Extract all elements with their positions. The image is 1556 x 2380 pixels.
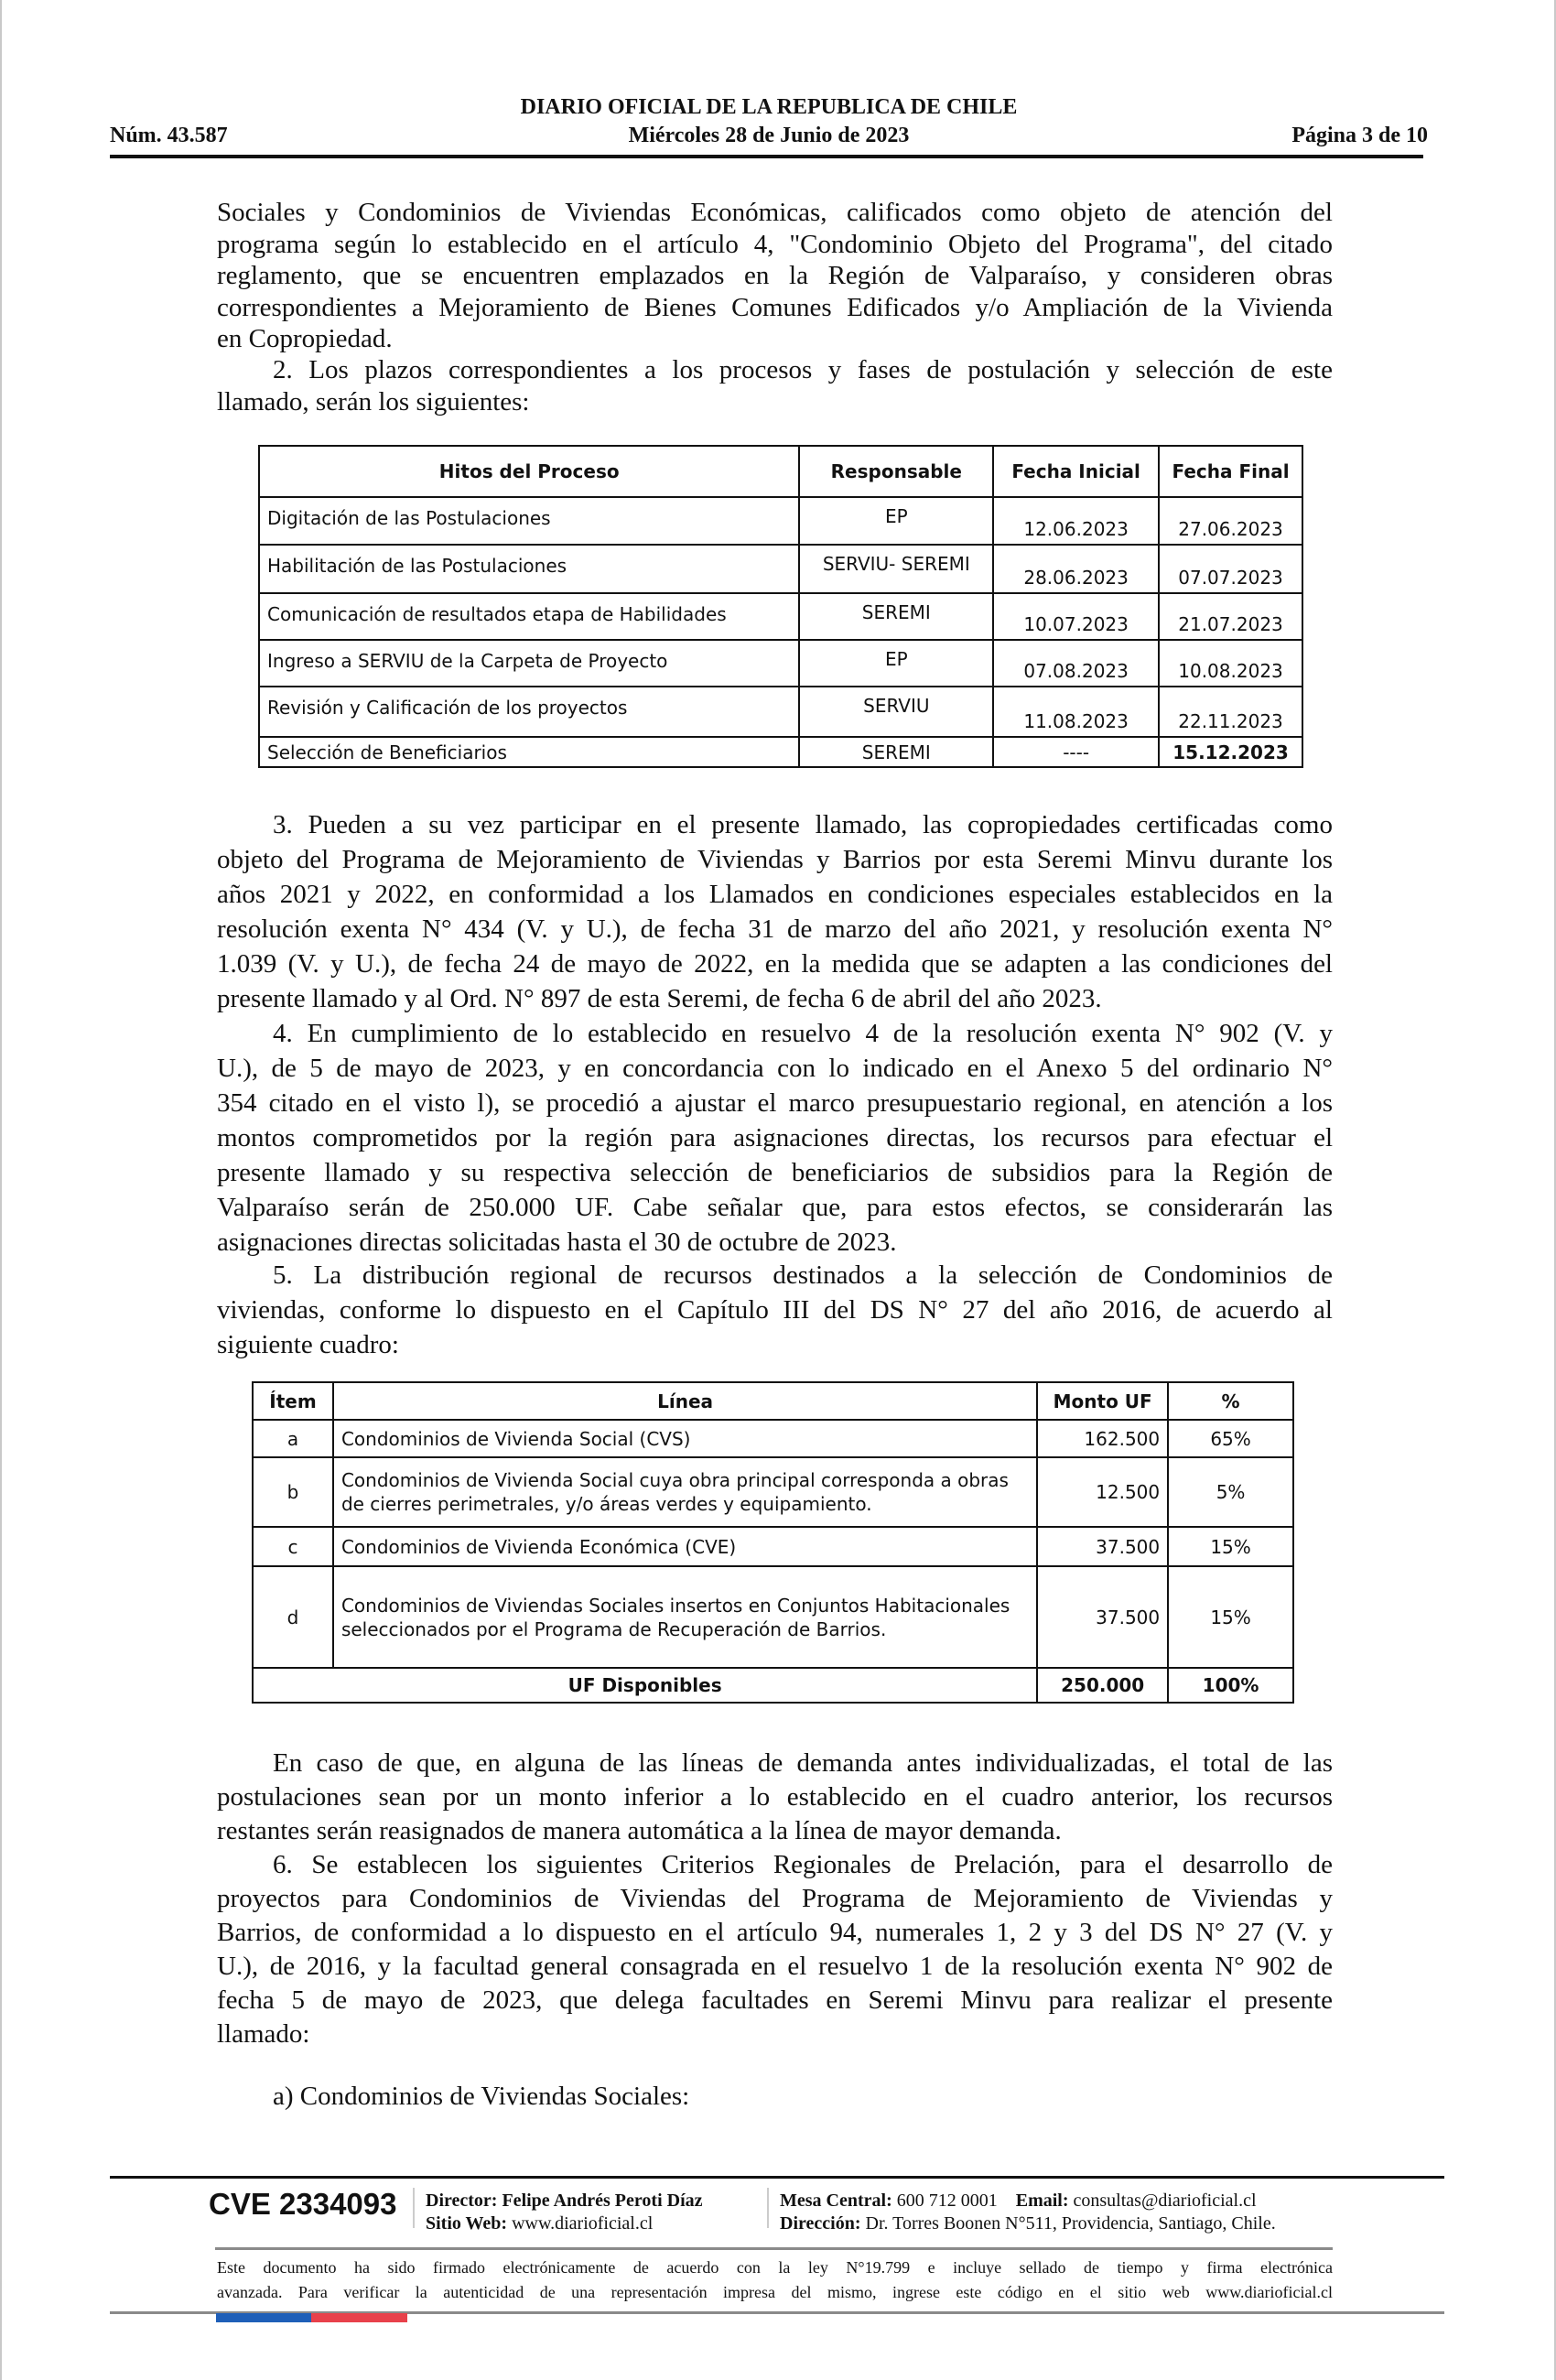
budget-row (253, 1527, 1293, 1566)
start-date-cell: 28.06.2023 (993, 545, 1159, 593)
page-number: Página 3 de 10 (1291, 124, 1428, 147)
responsible-cell: SERVIU (799, 687, 993, 737)
text-line: asignaciones directas solicitadas hasta el 30 de octubre de 2023. (217, 1228, 897, 1257)
line-cell: Condominios de Vivienda Económica (CVE) (333, 1527, 1037, 1566)
text-line: objeto del Programa de Mejoramiento de Viviendas y Barrios por esta Seremi Minvu durante los (217, 845, 1333, 874)
start-date-cell: 12.06.2023 (993, 497, 1159, 545)
milestone-cell: Ingreso a SERVIU de la Carpeta de Proyecto (259, 640, 799, 687)
line-cell: Condominios de Vivienda Social (CVS) (333, 1420, 1037, 1457)
text-line: llamado, serán los siguientes: (217, 386, 530, 416)
percent-cell: 65% (1168, 1420, 1293, 1457)
paragraph-4 (217, 1016, 1333, 1260)
responsible-cell: SEREMI (799, 593, 993, 640)
budget-total-row (253, 1668, 1293, 1703)
flag-blue-bar (216, 2313, 311, 2322)
text-line: proyectos para Condominios de Viviendas del Programa de Mejoramiento de Viviendas y (217, 1884, 1333, 1913)
total-label: UF Disponibles (253, 1668, 1037, 1703)
col-header-start-date: Fecha Inicial (993, 446, 1159, 497)
amount-cell: 162.500 (1037, 1420, 1168, 1457)
text-line: programa según lo establecido en el artículo 4, "Condominio Objeto del Programa", del citado (217, 229, 1333, 259)
schedule-row (259, 687, 1302, 737)
col-header-milestone: Hitos del Proceso (259, 446, 799, 497)
amount-cell: 37.500 (1037, 1527, 1168, 1566)
text-line: presente llamado y su respectiva selección de beneficiarios de subsidios para la Región de (217, 1158, 1333, 1187)
budget-row (253, 1457, 1293, 1527)
footer-divider (413, 2188, 415, 2228)
footer-divider (767, 2188, 769, 2228)
address-label: Dirección: (780, 2213, 861, 2234)
text-line: 6. Se establecen los siguientes Criterios Regionales de Prelación, para el desarrollo de (273, 1850, 1333, 1879)
schedule-header-row (259, 446, 1302, 497)
col-header-item: Ítem (253, 1382, 333, 1420)
director-name: Felipe Andrés Peroti Díaz (502, 2191, 703, 2211)
percent-cell: 15% (1168, 1527, 1293, 1566)
schedule-row (259, 737, 1302, 767)
budget-table (252, 1381, 1294, 1704)
start-date-cell: 10.07.2023 (993, 593, 1159, 640)
text-line: resolución exenta N° 434 (V. y U.), de fecha 31 de marzo del año 2021, y resolución exenta N° (217, 914, 1333, 944)
website-line (426, 2213, 653, 2234)
schedule-row (259, 545, 1302, 593)
issue-number: Núm. 43.587 (110, 124, 228, 147)
total-amount: 250.000 (1037, 1668, 1168, 1703)
text-line: siguiente cuadro: (217, 1330, 399, 1359)
flag-red-bar (311, 2313, 407, 2322)
disclaimer-line: Este documento ha sido firmado electrónicamente de acuerdo con la ley N°19.799 e incluye sellado de tiempo y firma electrónica (217, 2258, 1333, 2277)
text-line: fecha 5 de mayo de 2023, que delega facultades en Seremi Minvu para realizar el presente (217, 1985, 1333, 2015)
text-line: 4. En cumplimiento de lo establecido en resuelvo 4 de la resolución exenta N° 902 (V. y (273, 1019, 1333, 1048)
text-line: 5. La distribución regional de recursos destinados a la selección de Condominios de (273, 1260, 1333, 1290)
phone-label: Mesa Central: (780, 2191, 892, 2211)
text-line: viviendas, conforme lo dispuesto en el Capítulo III del DS N° 27 del año 2016, de acuerdo al (217, 1295, 1333, 1325)
text-line: llamado: (217, 2019, 310, 2049)
text-line: Sociales y Condominios de Viviendas Económicas, calificados como objeto de atención del (217, 198, 1333, 227)
milestone-cell: Selección de Beneficiarios (259, 737, 799, 767)
line-cell: Condominios de Viviendas Sociales insertos en Conjuntos Habitacionales seleccionados por el Programa de Recuperación de Barrios. (333, 1566, 1037, 1668)
website-link[interactable]: www.diarioficial.cl (512, 2213, 654, 2234)
end-date-cell: 22.11.2023 (1159, 687, 1302, 737)
responsible-cell: EP (799, 640, 993, 687)
col-header-line: Línea (333, 1382, 1037, 1420)
footer-top-rule (110, 2176, 1444, 2179)
schedule-table (258, 445, 1303, 768)
header-rule (110, 155, 1423, 158)
text-line: años 2021 y 2022, en conformidad a los Llamados en condiciones especiales establecidos en la (217, 880, 1333, 909)
col-header-responsible: Responsable (799, 446, 993, 497)
contact-line (780, 2191, 1257, 2212)
text-line: 2. Los plazos correspondientes a los procesos y fases de postulación y selección de este (273, 355, 1333, 384)
percent-cell: 15% (1168, 1566, 1293, 1668)
text-line: postulaciones sean por un monto inferior a lo establecido en el cuadro anterior, los recursos (217, 1782, 1333, 1812)
footer-mid-rule (215, 2247, 1333, 2250)
text-line: en Copropiedad. (217, 324, 393, 353)
paragraph-7 (217, 1848, 1333, 2051)
schedule-row (259, 593, 1302, 640)
responsible-cell: SEREMI (799, 737, 993, 767)
schedule-row (259, 497, 1302, 545)
line-cell: Condominios de Vivienda Social cuya obra principal corresponda a obras de cierres perimetrales, y/o áreas verdes y equipamiento. (333, 1457, 1037, 1527)
col-header-percent: % (1168, 1382, 1293, 1420)
text-line: 1.039 (V. y U.), de fecha 24 de mayo de 2022, en la medida que se adapten a las condiciones del (217, 949, 1333, 979)
issue-date: Miércoles 28 de Junio de 2023 (628, 124, 910, 147)
text-line: correspondientes a Mejoramiento de Bienes Comunes Edificados y/o Ampliación de la Vivienda (217, 292, 1333, 322)
budget-row (253, 1566, 1293, 1668)
phone-number: 600 712 0001 (896, 2191, 998, 2211)
newspaper-title: DIARIO OFICIAL DE LA REPUBLICA DE CHILE (520, 95, 1018, 119)
text-line: En caso de que, en alguna de las líneas de demanda antes individualizadas, el total de las (273, 1748, 1333, 1778)
item-cell: a (253, 1420, 333, 1457)
text-line: restantes serán reasignados de manera automática a la línea de mayor demanda. (217, 1816, 1062, 1845)
milestone-cell: Habilitación de las Postulaciones (259, 545, 799, 593)
responsible-cell: EP (799, 497, 993, 545)
text-line: montos comprometidos por la región para asignaciones directas, los recursos para efectuar el (217, 1123, 1333, 1152)
website-label: Sitio Web: (426, 2213, 508, 2234)
text-line: 3. Pueden a su vez participar en el presente llamado, las copropiedades certificadas como (273, 810, 1333, 839)
cve-code: CVE 2334093 (209, 2187, 397, 2221)
total-percent: 100% (1168, 1668, 1293, 1703)
percent-cell: 5% (1168, 1457, 1293, 1527)
end-date-cell: 10.08.2023 (1159, 640, 1302, 687)
item-cell: d (253, 1566, 333, 1668)
milestone-cell: Revisión y Calificación de los proyectos (259, 687, 799, 737)
text-line: Valparaíso serán de 250.000 UF. Cabe señalar que, para estos efectos, se considerarán las (217, 1193, 1333, 1222)
item-cell: b (253, 1457, 333, 1527)
end-date-cell: 15.12.2023 (1159, 737, 1302, 767)
paragraph-1 (217, 197, 1333, 355)
paragraph-5 (217, 1258, 1333, 1362)
amount-cell: 12.500 (1037, 1457, 1168, 1527)
start-date-cell: ---- (993, 737, 1159, 767)
start-date-cell: 07.08.2023 (993, 640, 1159, 687)
text-line: presente llamado y al Ord. N° 897 de esta Seremi, de fecha 6 de abril del año 2023. (217, 984, 1102, 1013)
email-label: Email: (1015, 2191, 1069, 2211)
end-date-cell: 27.06.2023 (1159, 497, 1302, 545)
address-value: Dr. Torres Boonen N°511, Providencia, Santiago, Chile. (865, 2213, 1276, 2234)
schedule-row (259, 640, 1302, 687)
text-line: Barrios, de conformidad a lo dispuesto en el artículo 94, numerales 1, 2 y 3 del DS N° 27 (V. y (217, 1918, 1333, 1947)
col-header-amount: Monto UF (1037, 1382, 1168, 1420)
text-line: reglamento, que se encuentren emplazados en la Región de Valparaíso, y consideren obras (217, 261, 1333, 290)
disclaimer (217, 2256, 1333, 2305)
subheading-a (217, 2080, 1333, 2114)
amount-cell: 37.500 (1037, 1566, 1168, 1668)
paragraph-6 (217, 1747, 1333, 1848)
email-link[interactable]: consultas@diarioficial.cl (1073, 2191, 1257, 2211)
end-date-cell: 07.07.2023 (1159, 545, 1302, 593)
item-cell: c (253, 1527, 333, 1566)
text-line: 354 citado en el visto l), se procedió a ajustar el marco presupuestario regional, en atención a los (217, 1088, 1333, 1118)
director-label: Director: (426, 2191, 498, 2211)
text-line: U.), de 5 de mayo de 2023, y en concordancia con lo indicado en el Anexo 5 del ordinario N° (217, 1054, 1333, 1083)
start-date-cell: 11.08.2023 (993, 687, 1159, 737)
disclaimer-line: avanzada. Para verificar la autenticidad de una representación impresa del mismo, ingrese este código en el sitio web www.diarioficial.cl (217, 2283, 1333, 2301)
col-header-end-date: Fecha Final (1159, 446, 1302, 497)
director-line (426, 2191, 703, 2212)
milestone-cell: Comunicación de resultados etapa de Habilidades (259, 593, 799, 640)
budget-row (253, 1420, 1293, 1457)
page-edge-left (0, 0, 2, 2380)
milestone-cell: Digitación de las Postulaciones (259, 497, 799, 545)
address-line (780, 2213, 1276, 2234)
paragraph-2 (217, 354, 1333, 417)
paragraph-3 (217, 807, 1333, 1016)
text-line: a) Condominios de Viviendas Sociales: (273, 2082, 690, 2111)
text-line: U.), de 2016, y la facultad general consagrada en el resuelvo 1 de la resolución exenta N° 902 de (217, 1952, 1333, 1981)
end-date-cell: 21.07.2023 (1159, 593, 1302, 640)
responsible-cell: SERVIU- SEREMI (799, 545, 993, 593)
budget-header-row (253, 1382, 1293, 1420)
